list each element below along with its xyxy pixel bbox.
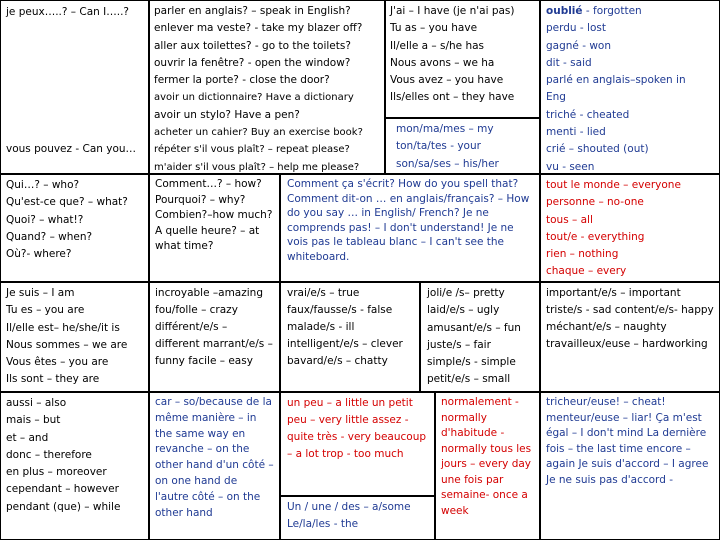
quantifier-1: tout le monde – everyone bbox=[546, 179, 681, 191]
row3-col2 bbox=[149, 282, 280, 392]
connective-6: cependant – however bbox=[6, 483, 119, 496]
request-3: aller aux toilettes? - go to the toilets? bbox=[154, 39, 351, 52]
avoir-1: J'ai – I have (je n'ai pas) bbox=[390, 5, 515, 17]
adjectives-4: important/e/s – important triste/s - sad content/e/s- happy méchant/e/s – naughty travailleux/euse – hardworking bbox=[546, 287, 714, 350]
request-2: enlever ma veste? - take my blazer off? bbox=[154, 22, 363, 35]
request-5: fermer la porte? - close the door? bbox=[154, 74, 330, 87]
connective-3: et – and bbox=[6, 431, 49, 444]
row3-col3 bbox=[280, 282, 420, 392]
modal-title: je peux…..? – Can I…..? bbox=[6, 6, 129, 18]
past-participle-10: vu - seen bbox=[546, 160, 595, 173]
row3-col1 bbox=[0, 282, 149, 392]
request-7: avoir un stylo? Have a pen? bbox=[154, 108, 300, 121]
request-6: avoir un dictionnaire? Have a dictionary bbox=[154, 92, 354, 104]
row3-col5 bbox=[540, 282, 720, 392]
request-9: répéter s'il vous plaît? – repeat please? bbox=[154, 144, 350, 156]
quantifier-4: tout/e - everything bbox=[546, 230, 645, 243]
past-participle-7: triché - cheated bbox=[546, 108, 630, 121]
adjective-3-4: juste/s – fair bbox=[427, 338, 491, 351]
question-word-4: Quand? – when? bbox=[6, 230, 93, 243]
question-word-5: Où?- where? bbox=[6, 248, 72, 261]
articles: Un / une / des – a/some Le/la/les - the bbox=[287, 501, 411, 530]
avoir-2: Tu as – you have bbox=[390, 22, 478, 35]
row1-col4 bbox=[540, 0, 720, 174]
question-word-3: Quoi? – what!? bbox=[6, 213, 84, 226]
row2-col1 bbox=[0, 174, 149, 282]
row4-col5 bbox=[540, 392, 720, 540]
etre-1: Je suis – I am bbox=[6, 287, 75, 299]
question-phrases: Comment…? – how? Pourquoi? – why? Combien?–how much? A quelle heure? – at what time? bbox=[155, 178, 273, 252]
etre-5: Vous êtes – you are bbox=[6, 356, 109, 369]
etre-6: Ils sont – they are bbox=[6, 373, 100, 386]
past-participle-meaning: - forgotten bbox=[582, 5, 642, 17]
past-participle-9: crié – shouted (out) bbox=[546, 143, 649, 156]
etre-4: Nous sommes – we are bbox=[6, 338, 128, 351]
frequency-words: normalement - normally d'habitude - normally tous les jours – every day une fois par semaine- once a week bbox=[441, 396, 532, 517]
quantifier-3: tous – all bbox=[546, 213, 593, 226]
past-participle-8: menti - lied bbox=[546, 126, 606, 139]
etre-2: Tu es – you are bbox=[6, 304, 85, 317]
row1-col1 bbox=[0, 0, 149, 174]
row4-col1 bbox=[0, 392, 149, 540]
quantifier-5: rien – nothing bbox=[546, 248, 619, 261]
row3-col4 bbox=[420, 282, 540, 392]
adjective-3-5: simple/s - simple bbox=[427, 356, 516, 369]
row4-col2 bbox=[149, 392, 280, 540]
modal-subtitle: vous pouvez - Can you… bbox=[6, 143, 137, 155]
adjectives-2: vrai/e/s – true faux/fausse/s - false malade/s - ill intelligent/e/s – clever bavard/e/s – chatty bbox=[287, 287, 403, 367]
possessive-2: ton/ta/tes - your bbox=[396, 140, 481, 153]
connective-2: mais – but bbox=[6, 414, 61, 427]
avoir-5: Vous avez – you have bbox=[390, 74, 504, 87]
row2-col3 bbox=[280, 174, 540, 282]
connectives-2: car – so/because de la même manière – in the same way en revanche – on the other hand d'un côté – on one hand de l'autre côté – on the other hand bbox=[155, 396, 274, 519]
row1-col3-bottom bbox=[385, 118, 540, 174]
request-1: parler en anglais? – speak in English? bbox=[154, 5, 351, 17]
adjective-3-3: amusant/e/s – fun bbox=[427, 321, 521, 334]
row4-col4 bbox=[435, 392, 540, 540]
quantifier-2: personne – no-one bbox=[546, 196, 644, 209]
adjectives-1: incroyable –amazing fou/folle – crazy différent/e/s – different marrant/e/s – funny facile – easy bbox=[155, 287, 273, 367]
connective-7: pendant (que) – while bbox=[6, 500, 121, 513]
past-participle-2: perdu - lost bbox=[546, 22, 606, 35]
request-10: m'aider s'il vous plaît? – help me please? bbox=[154, 161, 360, 173]
past-participle-bold: oublié bbox=[546, 5, 583, 17]
past-participle-3: gagné - won bbox=[546, 39, 612, 52]
connective-4: donc – therefore bbox=[6, 448, 92, 461]
avoir-3: Il/elle a – s/he has bbox=[390, 39, 485, 52]
row2-col2 bbox=[149, 174, 280, 282]
question-word-1: Qui…? – who? bbox=[6, 179, 80, 191]
request-8: acheter un cahier? Buy an exercise book? bbox=[154, 127, 363, 139]
adjective-3-6: petit/e/s – small bbox=[427, 373, 511, 386]
row1-col2 bbox=[149, 0, 385, 174]
etre-3: Il/elle est– he/she/it is bbox=[6, 321, 120, 334]
connective-1: aussi – also bbox=[6, 397, 67, 409]
possessive-1: mon/ma/mes – my bbox=[396, 123, 494, 135]
row4-col3-bottom bbox=[280, 496, 435, 540]
past-participle-4: dit - said bbox=[546, 56, 592, 69]
adjective-3-2: laid/e/s – ugly bbox=[427, 304, 500, 317]
request-4: ouvrir la fenêtre? - open the window? bbox=[154, 56, 351, 69]
row1-col3-top bbox=[385, 0, 540, 118]
past-participle-1 bbox=[546, 3, 714, 20]
avoir-6: Ils/elles ont – they have bbox=[390, 91, 515, 104]
avoir-4: Nous avons – we ha bbox=[390, 56, 495, 69]
exclamations: tricheur/euse! – cheat! menteur/euse – liar! Ça m'est égal – I don't mind La dernière fois – the last time encore – again Je suis d'accord – I agree Je ne suis pas d'accord - bbox=[546, 396, 709, 486]
quantifier-6: chaque – every bbox=[546, 265, 627, 278]
question-word-2: Qu'est-ce que? – what? bbox=[6, 196, 128, 209]
past-participle-6: Eng bbox=[546, 91, 566, 104]
classroom-phrases: Comment ça s'écrit? How do you spell that? Comment dit-on … en anglais/français? – How do you say … in English/ French? Je ne comprends pas! – I don't understand! Je ne vois pas le tableau blanc – I can't see the whiteboard. bbox=[287, 178, 530, 263]
past-participle-5: parlé en anglais–spoken in bbox=[546, 74, 686, 87]
row2-col4 bbox=[540, 174, 720, 282]
possessive-3: son/sa/ses – his/her bbox=[396, 157, 499, 170]
connective-5: en plus – moreover bbox=[6, 466, 107, 479]
row4-col3-top bbox=[280, 392, 435, 496]
adjective-3-1: joli/e /s– pretty bbox=[427, 287, 505, 299]
intensifiers: un peu – a little un petit peu – very little assez - quite très - very beaucoup – a lot trop - too much bbox=[287, 397, 427, 460]
